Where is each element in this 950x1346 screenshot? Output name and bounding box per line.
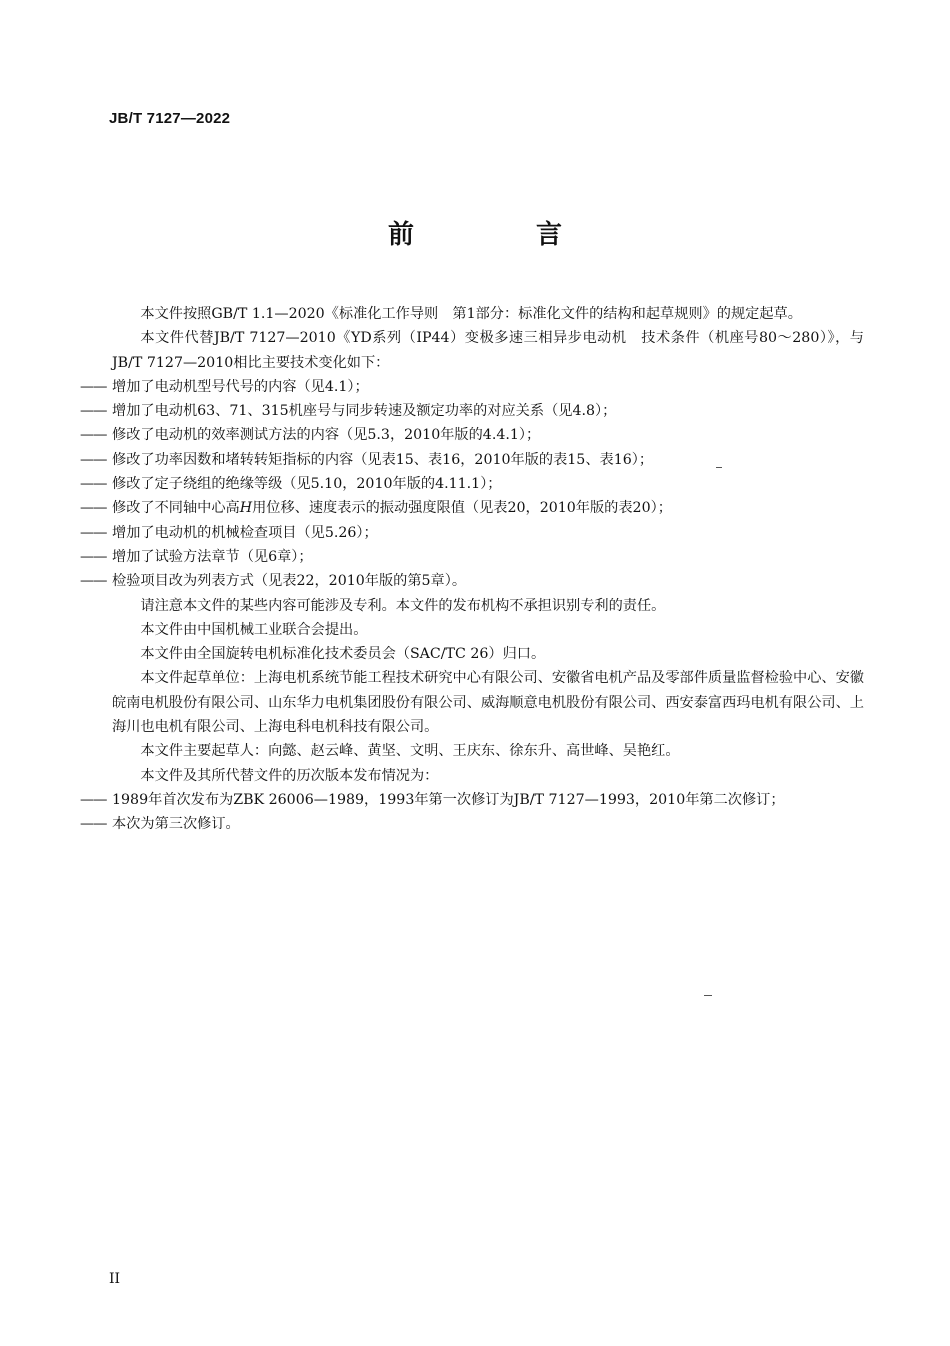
list-item xyxy=(80,788,864,812)
dash-mark: —— xyxy=(80,476,107,493)
paragraph-patent: 请注意本文件的某些内容可能涉及专利。本文件的发布机构不承担识别专利的责任。 xyxy=(140,597,666,614)
paragraph-committee: 本文件由全国旋转电机标准化技术委员会（SAC/TC 26）归口。 xyxy=(140,646,546,663)
page-number: II xyxy=(109,1271,121,1287)
list-item xyxy=(80,375,864,399)
list-item-text: 增加了电动机型号代号的内容（见4.1）； xyxy=(112,378,369,395)
dash-mark: —— xyxy=(80,573,107,590)
dash-mark: —— xyxy=(80,378,107,395)
list-item-text: 增加了电动机的机械检查项目（见5.26）； xyxy=(112,524,378,541)
list-item xyxy=(80,496,864,520)
paragraph-proposer: 本文件由中国机械工业联合会提出。 xyxy=(140,621,368,638)
scan-speck xyxy=(716,467,722,468)
dash-mark: —— xyxy=(80,451,107,468)
dash-mark: —— xyxy=(80,427,107,444)
list-item xyxy=(80,569,864,593)
paragraph-drafters: 本文件主要起草人：向懿、赵云峰、黄坚、文明、王庆东、徐东升、高世峰、吴艳红。 xyxy=(140,743,680,760)
paragraph-drafting-units: 本文件起草单位：上海电机系统节能工程技术研究中心有限公司、安徽省电机产品及零部件质量监督检验中心、安徽皖南电机股份有限公司、山东华力电机集团股份有限公司、威海顺意电机股份有限公司、西安泰富西玛电机有限公司、上海川也电机有限公司、上海电科电机科技有限公司。 xyxy=(112,670,864,736)
standard-code: JB/T 7127—2022 xyxy=(109,110,231,127)
dash-mark: —— xyxy=(80,500,107,517)
paragraph-drafting-rules: 本文件按照GB/T 1.1—2020《标准化工作导则 第1部分：标准化文件的结构和起草规则》的规定起草。 xyxy=(140,306,802,322)
list-item xyxy=(80,399,864,423)
list-item xyxy=(80,545,864,569)
list-item-text: 修改了定子绕组的绝缘等级（见5.10，2010年版的4.11.1）； xyxy=(112,476,502,493)
list-item-text: 增加了试验方法章节（见6章）； xyxy=(112,548,313,565)
dash-mark: —— xyxy=(80,816,107,833)
paragraph-replacement: 本文件代替JB/T 7127—2010《YD系列（IP44）变极多速三相异步电动机 技术条件（机座号80～280）》，与JB/T 7127—2010相比主要技术变化如下： xyxy=(112,330,864,371)
list-item xyxy=(80,472,864,496)
list-item-text: 检验项目改为列表方式（见表22，2010年版的第5章）。 xyxy=(112,573,467,590)
list-item xyxy=(80,448,864,472)
variable-h: H xyxy=(239,500,253,517)
scan-speck xyxy=(704,995,712,996)
dash-mark: —— xyxy=(80,524,107,541)
list-item xyxy=(80,812,864,836)
list-item-text: 修改了电动机的效率测试方法的内容（见5.3，2010年版的4.4.1）； xyxy=(112,427,541,444)
page-title: 前 言 xyxy=(387,220,610,250)
dash-mark: —— xyxy=(80,548,107,565)
list-item-text: 增加了电动机63、71、315机座号与同步转速及额定功率的对应关系（见4.8）； xyxy=(112,403,617,420)
dash-mark: —— xyxy=(80,403,107,420)
list-item-text: 1989年首次发布为ZBK 26006—1989，1993年第一次修订为JB/T 7127—1993，2010年第二次修订； xyxy=(112,791,785,808)
foreword-body xyxy=(80,302,864,837)
list-item-text: 修改了不同轴中心高 xyxy=(112,500,240,517)
list-item xyxy=(80,521,864,545)
list-item-text: 本次为第三次修订。 xyxy=(112,816,240,833)
list-item-text: 修改了功率因数和堵转转矩指标的内容（见表15、表16，2010年版的表15、表16）； xyxy=(112,451,654,468)
list-item-text: 用位移、速度表示的振动强度限值（见表20，2010年版的表20）； xyxy=(252,500,672,517)
dash-mark: —— xyxy=(80,791,107,808)
paragraph-history: 本文件及其所代替文件的历次版本发布情况为： xyxy=(140,767,439,784)
list-item xyxy=(80,423,864,447)
